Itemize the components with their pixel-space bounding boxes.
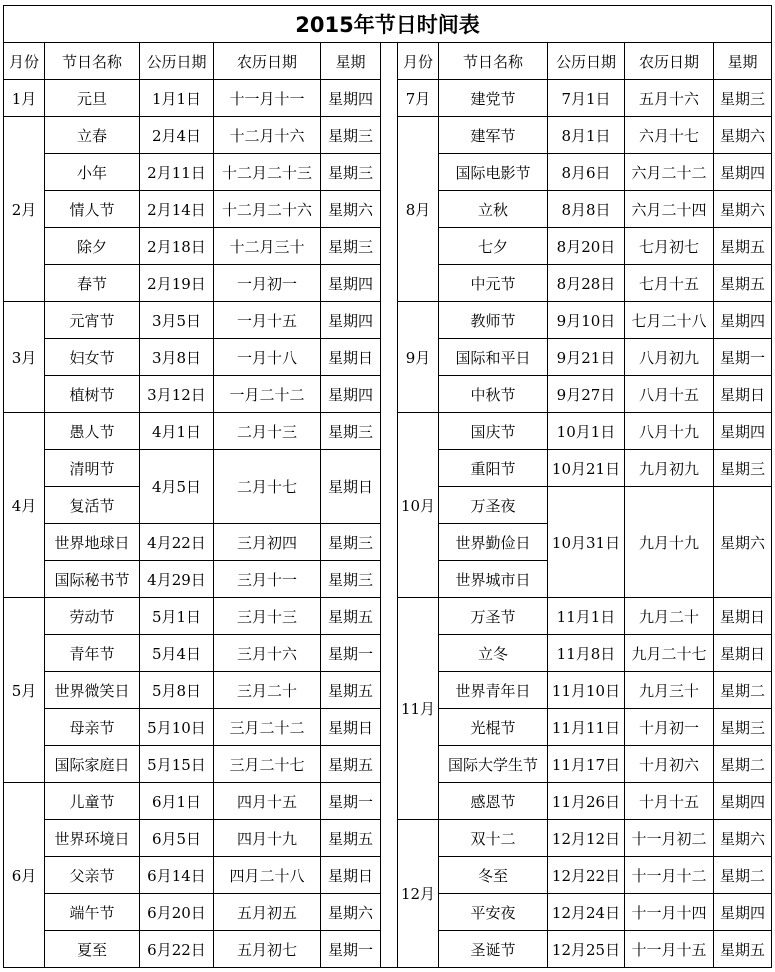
- holiday-name: 国际和平日: [439, 339, 548, 376]
- solar-date: 10月31日: [548, 487, 625, 598]
- solar-date: 6月14日: [140, 857, 214, 894]
- solar-date: 2月19日: [140, 265, 214, 302]
- month-cell: 1月: [4, 80, 45, 117]
- solar-date: 11月26日: [548, 783, 625, 820]
- weekday: 星期三: [321, 228, 381, 265]
- holiday-name: 立冬: [439, 635, 548, 672]
- month-cell: 4月: [4, 413, 45, 598]
- holiday-name: 世界勤俭日: [439, 524, 548, 561]
- solar-date: 6月22日: [140, 931, 214, 968]
- solar-date: 9月27日: [548, 376, 625, 413]
- lunar-date: 七月十五: [625, 265, 714, 302]
- lunar-date: 十一月十二: [625, 857, 714, 894]
- column-gap: [381, 43, 398, 968]
- lunar-date: 三月十六: [214, 635, 321, 672]
- holiday-table: [3, 5, 772, 968]
- holiday-name: 父亲节: [45, 857, 140, 894]
- weekday: 星期日: [714, 598, 772, 635]
- solar-date: 8月1日: [548, 117, 625, 154]
- lunar-date: 七月初七: [625, 228, 714, 265]
- solar-date: 10月21日: [548, 450, 625, 487]
- weekday: 星期六: [321, 191, 381, 228]
- lunar-date: 三月初四: [214, 524, 321, 561]
- solar-date: 6月5日: [140, 820, 214, 857]
- holiday-name: 光棍节: [439, 709, 548, 746]
- solar-date: 2月4日: [140, 117, 214, 154]
- weekday: 星期三: [321, 561, 381, 598]
- lunar-date: 十一月初二: [625, 820, 714, 857]
- solar-date: 4月22日: [140, 524, 214, 561]
- lunar-date: 十一月十五: [625, 931, 714, 968]
- solar-date: 12月24日: [548, 894, 625, 931]
- holiday-name: 冬至: [439, 857, 548, 894]
- holiday-name: 国际秘书节: [45, 561, 140, 598]
- month-cell: 9月: [398, 302, 439, 413]
- weekday: 星期日: [321, 450, 381, 524]
- holiday-name: 建党节: [439, 80, 548, 117]
- header-lunar-date: 农历日期: [625, 43, 714, 80]
- weekday: 星期三: [321, 117, 381, 154]
- weekday: 星期五: [714, 265, 772, 302]
- lunar-date: 六月二十二: [625, 154, 714, 191]
- weekday: 星期四: [714, 154, 772, 191]
- weekday: 星期日: [714, 376, 772, 413]
- holiday-name: 立春: [45, 117, 140, 154]
- lunar-date: 一月十八: [214, 339, 321, 376]
- solar-date: 9月10日: [548, 302, 625, 339]
- lunar-date: 六月十七: [625, 117, 714, 154]
- weekday: 星期四: [714, 413, 772, 450]
- solar-date: 3月8日: [140, 339, 214, 376]
- weekday: 星期五: [714, 931, 772, 968]
- weekday: 星期四: [321, 265, 381, 302]
- header-holiday-name: 节日名称: [45, 43, 140, 80]
- weekday: 星期五: [321, 746, 381, 783]
- solar-date: 2月11日: [140, 154, 214, 191]
- holiday-name: 世界城市日: [439, 561, 548, 598]
- holiday-name: 清明节: [45, 450, 140, 487]
- weekday: 星期三: [714, 450, 772, 487]
- weekday: 星期三: [714, 80, 772, 117]
- holiday-name: 青年节: [45, 635, 140, 672]
- lunar-date: 二月十三: [214, 413, 321, 450]
- weekday: 星期五: [321, 672, 381, 709]
- weekday: 星期六: [714, 117, 772, 154]
- month-cell: 8月: [398, 117, 439, 302]
- header-month: 月份: [4, 43, 45, 80]
- holiday-name: 夏至: [45, 931, 140, 968]
- lunar-date: 三月二十七: [214, 746, 321, 783]
- solar-date: 12月12日: [548, 820, 625, 857]
- solar-date: 11月8日: [548, 635, 625, 672]
- solar-date: 8月20日: [548, 228, 625, 265]
- holiday-name: 万圣夜: [439, 487, 548, 524]
- solar-date: 11月17日: [548, 746, 625, 783]
- solar-date: 5月15日: [140, 746, 214, 783]
- solar-date: 8月28日: [548, 265, 625, 302]
- solar-date: 11月1日: [548, 598, 625, 635]
- solar-date: 3月12日: [140, 376, 214, 413]
- holiday-name: 中秋节: [439, 376, 548, 413]
- lunar-date: 十月初六: [625, 746, 714, 783]
- solar-date: 5月10日: [140, 709, 214, 746]
- lunar-date: 九月初九: [625, 450, 714, 487]
- solar-date: 12月22日: [548, 857, 625, 894]
- lunar-date: 三月十三: [214, 598, 321, 635]
- header-month: 月份: [398, 43, 439, 80]
- weekday: 星期一: [714, 339, 772, 376]
- holiday-name: 圣诞节: [439, 931, 548, 968]
- solar-date: 2月14日: [140, 191, 214, 228]
- table-title: 2015年节日时间表: [4, 6, 772, 43]
- weekday: 星期四: [714, 302, 772, 339]
- lunar-date: 五月初五: [214, 894, 321, 931]
- solar-date: 5月8日: [140, 672, 214, 709]
- lunar-date: 四月十九: [214, 820, 321, 857]
- holiday-name: 建军节: [439, 117, 548, 154]
- weekday: 星期日: [321, 709, 381, 746]
- month-cell: 3月: [4, 302, 45, 413]
- weekday: 星期五: [321, 820, 381, 857]
- holiday-name: 中元节: [439, 265, 548, 302]
- month-cell: 2月: [4, 117, 45, 302]
- weekday: 星期三: [321, 154, 381, 191]
- holiday-name: 愚人节: [45, 413, 140, 450]
- lunar-date: 十二月三十: [214, 228, 321, 265]
- lunar-date: 三月十一: [214, 561, 321, 598]
- lunar-date: 九月二十: [625, 598, 714, 635]
- lunar-date: 三月二十二: [214, 709, 321, 746]
- lunar-date: 八月十九: [625, 413, 714, 450]
- solar-date: 9月21日: [548, 339, 625, 376]
- lunar-date: 十月十五: [625, 783, 714, 820]
- lunar-date: 九月三十: [625, 672, 714, 709]
- lunar-date: 一月初一: [214, 265, 321, 302]
- header-weekday: 星期: [321, 43, 381, 80]
- holiday-name: 端午节: [45, 894, 140, 931]
- month-cell: 11月: [398, 598, 439, 820]
- solar-date: 2月18日: [140, 228, 214, 265]
- weekday: 星期日: [714, 635, 772, 672]
- solar-date: 11月10日: [548, 672, 625, 709]
- holiday-name: 平安夜: [439, 894, 548, 931]
- weekday: 星期五: [714, 228, 772, 265]
- weekday: 星期日: [321, 339, 381, 376]
- lunar-date: 二月十七: [214, 450, 321, 524]
- holiday-name: 劳动节: [45, 598, 140, 635]
- holiday-name: 元宵节: [45, 302, 140, 339]
- solar-date: 5月4日: [140, 635, 214, 672]
- solar-date: 10月1日: [548, 413, 625, 450]
- holiday-name: 重阳节: [439, 450, 548, 487]
- holiday-name: 复活节: [45, 487, 140, 524]
- lunar-date: 七月二十八: [625, 302, 714, 339]
- solar-date: 6月1日: [140, 783, 214, 820]
- weekday: 星期四: [321, 376, 381, 413]
- weekday: 星期二: [714, 672, 772, 709]
- holiday-name: 世界青年日: [439, 672, 548, 709]
- header-row: [4, 43, 772, 80]
- holiday-name: 妇女节: [45, 339, 140, 376]
- weekday: 星期四: [321, 80, 381, 117]
- solar-date: 11月11日: [548, 709, 625, 746]
- holiday-name: 双十二: [439, 820, 548, 857]
- holiday-name: 小年: [45, 154, 140, 191]
- weekday: 星期四: [714, 783, 772, 820]
- solar-date: 7月1日: [548, 80, 625, 117]
- holiday-name: 世界环境日: [45, 820, 140, 857]
- weekday: 星期四: [714, 894, 772, 931]
- holiday-name: 春节: [45, 265, 140, 302]
- solar-date: 4月1日: [140, 413, 214, 450]
- holiday-name: 世界微笑日: [45, 672, 140, 709]
- month-cell: 5月: [4, 598, 45, 783]
- holiday-name: 教师节: [439, 302, 548, 339]
- header-holiday-name: 节日名称: [439, 43, 548, 80]
- weekday: 星期三: [321, 413, 381, 450]
- holiday-name: 万圣节: [439, 598, 548, 635]
- weekday: 星期三: [714, 709, 772, 746]
- lunar-date: 九月二十七: [625, 635, 714, 672]
- holiday-name: 植树节: [45, 376, 140, 413]
- holiday-name: 元旦: [45, 80, 140, 117]
- lunar-date: 三月二十: [214, 672, 321, 709]
- holiday-name: 母亲节: [45, 709, 140, 746]
- weekday: 星期六: [714, 820, 772, 857]
- lunar-date: 十二月十六: [214, 117, 321, 154]
- solar-date: 6月20日: [140, 894, 214, 931]
- header-lunar-date: 农历日期: [214, 43, 321, 80]
- lunar-date: 十月初一: [625, 709, 714, 746]
- weekday: 星期三: [321, 524, 381, 561]
- holiday-name: 立秋: [439, 191, 548, 228]
- lunar-date: 四月二十八: [214, 857, 321, 894]
- weekday: 星期二: [714, 857, 772, 894]
- holiday-name: 除夕: [45, 228, 140, 265]
- solar-date: 4月5日: [140, 450, 214, 524]
- lunar-date: 六月二十四: [625, 191, 714, 228]
- weekday: 星期六: [714, 191, 772, 228]
- weekday: 星期一: [321, 635, 381, 672]
- weekday: 星期一: [321, 931, 381, 968]
- holiday-name: 感恩节: [439, 783, 548, 820]
- solar-date: 8月6日: [548, 154, 625, 191]
- holiday-name: 国际家庭日: [45, 746, 140, 783]
- weekday: 星期二: [714, 746, 772, 783]
- month-cell: 7月: [398, 80, 439, 117]
- holiday-name: 七夕: [439, 228, 548, 265]
- holiday-name: 情人节: [45, 191, 140, 228]
- month-cell: 12月: [398, 820, 439, 968]
- holiday-name: 儿童节: [45, 783, 140, 820]
- solar-date: 1月1日: [140, 80, 214, 117]
- header-solar-date: 公历日期: [140, 43, 214, 80]
- holiday-name: 国际电影节: [439, 154, 548, 191]
- weekday: 星期日: [321, 857, 381, 894]
- header-solar-date: 公历日期: [548, 43, 625, 80]
- holiday-name: 世界地球日: [45, 524, 140, 561]
- lunar-date: 五月初七: [214, 931, 321, 968]
- lunar-date: 四月十五: [214, 783, 321, 820]
- header-weekday: 星期: [714, 43, 772, 80]
- month-cell: 10月: [398, 413, 439, 598]
- weekday: 星期四: [321, 302, 381, 339]
- holiday-name: 国庆节: [439, 413, 548, 450]
- lunar-date: 一月二十二: [214, 376, 321, 413]
- lunar-date: 十二月二十三: [214, 154, 321, 191]
- month-cell: 6月: [4, 783, 45, 968]
- lunar-date: 十一月十四: [625, 894, 714, 931]
- lunar-date: 十一月十一: [214, 80, 321, 117]
- weekday: 星期六: [714, 487, 772, 598]
- lunar-date: 八月初九: [625, 339, 714, 376]
- weekday: 星期六: [321, 894, 381, 931]
- lunar-date: 五月十六: [625, 80, 714, 117]
- holiday-name: 国际大学生节: [439, 746, 548, 783]
- weekday: 星期五: [321, 598, 381, 635]
- lunar-date: 一月十五: [214, 302, 321, 339]
- solar-date: 5月1日: [140, 598, 214, 635]
- lunar-date: 九月十九: [625, 487, 714, 598]
- solar-date: 8月8日: [548, 191, 625, 228]
- solar-date: 12月25日: [548, 931, 625, 968]
- solar-date: 3月5日: [140, 302, 214, 339]
- lunar-date: 八月十五: [625, 376, 714, 413]
- lunar-date: 十二月二十六: [214, 191, 321, 228]
- weekday: 星期一: [321, 783, 381, 820]
- solar-date: 4月29日: [140, 561, 214, 598]
